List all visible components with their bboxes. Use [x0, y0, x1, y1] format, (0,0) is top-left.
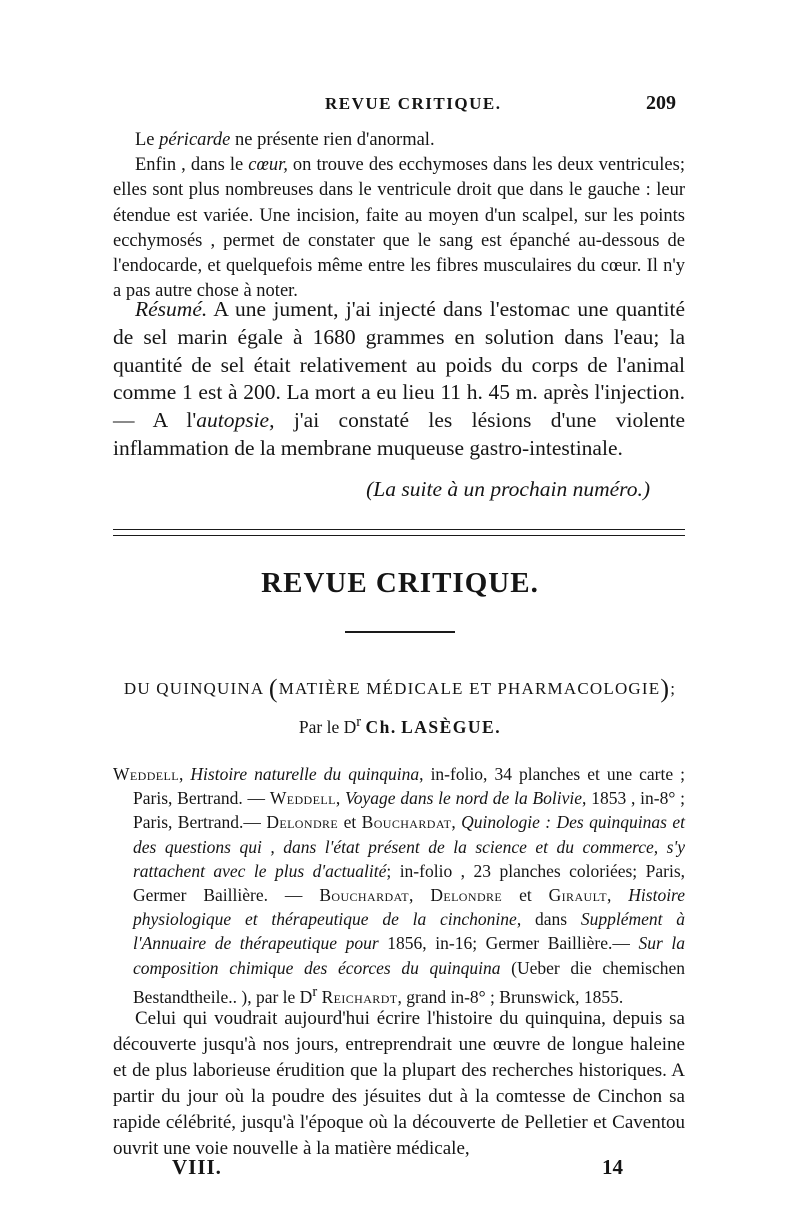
author: Girault	[548, 885, 607, 906]
autopsie-term: autopsie,	[196, 408, 275, 433]
page-number: 209	[646, 92, 676, 114]
body-paragraph: Celui qui voudrait aujourd'hui écrire l'histoire du quinquina, depuis sa découverte jusqu'à nos jours, entreprendrait une œuvre de longue haleine et de plus laborieuse érudition que la plupart des recherches historiques. A partir du jour où la poudre des jésuites dut à la comtesse de Cinchon sa rapide célébrité, jusqu'à l'époque où la découverte de Pelletier et Caventou ouvrit une voie nouvelle à la matière médicale,	[113, 1008, 685, 1159]
reference-list: Weddell, Histoire naturelle du quinquina, in-folio, 34 planches et une carte ; Paris, Bertrand. — Weddell, Voyage dans le nord de la Bolivie, 1853 , in-8° ; Paris, Bertrand.— Delondre et Bouchardat, Quinologie : Des quinquinas et des questions qui , dans l'état présent de la science et du commerce, s'y rattachent avec le plus d'actualité; in-folio , 23 planches coloriées; Paris, Germer Baillière. — Bouchardat, Delondre et Girault, Histoire physiologique et thérapeutique de la cinchonine, dans Supplément à l'Annuaire de thérapeutique pour 1856, in-16; Germer Baillière.— Sur la composition chimique des écorces du quinquina (Ueber die chemischen Bestandtheile.. ), par le $D^r$ Reichardt, grand in-8° ; Brunswick, 1855.	[113, 764, 686, 1007]
volume-signature: VIII.	[172, 1155, 222, 1179]
author: Bouchardat	[319, 885, 410, 906]
resume-paragraph	[113, 296, 685, 463]
resume-block	[113, 296, 685, 502]
author: Delondre	[266, 812, 339, 833]
author: Reichardt	[321, 986, 398, 1007]
sup-text: r	[312, 983, 318, 1000]
text-run: , 1853 , in-8° ; Paris, Bertrand.—	[133, 788, 685, 833]
references-block	[113, 762, 685, 1009]
text-run: on trouve des ecchymoses dans les deux ventricules; elles sont plus nombreuses dans le ventricule droit que dans le gauche : leur étendue est variée. Une incision, faite au moyen d'un scalpel, sur les points ecchymosés , permet de constater que le sang est épanché au-dessous de l'endocarde, et quelquefois même entre les fibres musculaires du cœur. Il n'y a pas autre chose à noter.	[113, 155, 685, 302]
italic-term: cœur,	[248, 155, 288, 176]
section-title: REVUE CRITIQUE.	[261, 567, 539, 599]
byline	[0, 714, 800, 738]
byline-prefix: Par le D	[298, 716, 357, 737]
text-run: ; in-folio , 23 planches coloriées; Paris, Germer Baillière. —	[133, 860, 686, 906]
coeur-paragraph	[113, 153, 685, 304]
text-run: ne présente rien d'anormal.	[230, 130, 435, 150]
text-run: 1856, in-16; Germer Baillière.—	[378, 933, 639, 954]
work-title: Quinologie : Des quinquinas et des questions qui , dans l'état présent de la science et du commerce, s'y rattachent avec le plus d'actualité	[133, 812, 685, 881]
section-divider-top	[113, 529, 685, 530]
text-run: Le	[135, 130, 160, 150]
author-name: LASÈGUE.	[401, 716, 502, 737]
article-title-end: ;	[670, 679, 677, 698]
section-divider-bottom	[113, 535, 685, 536]
article-subject: MATIÈRE MÉDICALE ET PHARMACOLOGIE	[278, 679, 661, 698]
open-paren: (	[268, 674, 279, 703]
text-run: Enfin , dans le	[135, 155, 249, 176]
close-paren: )	[660, 674, 671, 703]
text-run: , grand in-8° ; Brunswick, 1855.	[397, 986, 624, 1007]
suite-note	[113, 477, 685, 502]
italic-term: péricarde	[159, 130, 231, 150]
text-run: (Ueber die chemischen Bestandtheile.. ), par le D	[133, 957, 686, 1007]
text-run: , in-folio, 34 planches et une carte ; Paris, Bertrand. —	[133, 764, 686, 809]
work-title: Histoire naturelle du quinquina	[190, 764, 420, 784]
article-title	[0, 674, 800, 704]
author: Weddell	[269, 788, 336, 809]
text-run: , dans	[516, 909, 581, 930]
running-header	[0, 92, 800, 120]
work-title: Sur la composition chimique des écorces du quinquina	[133, 933, 685, 978]
title-rule	[345, 631, 455, 633]
sheet-signature: 14	[602, 1155, 623, 1179]
text-run: j'ai constaté les lésions d'une violente inflammation de la membrane muqueuse gastro-intestinale.	[113, 408, 685, 460]
author-initial: Ch.	[365, 716, 397, 737]
author: Bouchardat	[361, 812, 452, 833]
author: Delondre	[430, 885, 503, 906]
running-title: REVUE CRITIQUE.	[325, 94, 502, 113]
text-run: et	[502, 885, 549, 906]
work-title: Voyage dans le nord de la Bolivie	[345, 788, 583, 809]
body-block	[113, 1006, 685, 1162]
byline-sup: r	[356, 714, 362, 730]
pericarde-line	[113, 128, 685, 153]
text-run: et	[338, 812, 362, 833]
author: Weddell	[113, 764, 179, 784]
work-title: Histoire physiologique et thérapeutique de la cinchonine	[133, 885, 685, 930]
text-run: A une jument, j'ai injecté dans l'estomac une quantité de sel marin égale à 1680 grammes en solution dans l'eau; la quantité de sel était relativement au poids du corps de l'animal comme 1 est à 200. La mort a eu lieu 11 h. 45 m. après l'injection. — A l'	[113, 297, 685, 433]
resume-label: Résumé.	[135, 297, 208, 321]
article-title-main: DU QUINQUINA	[123, 679, 264, 698]
work-title: Supplément à l'Annuaire de thérapeutique pour	[133, 909, 686, 954]
italic-note: (La suite à un prochain numéro.)	[366, 476, 650, 501]
continuation-text	[113, 128, 685, 304]
